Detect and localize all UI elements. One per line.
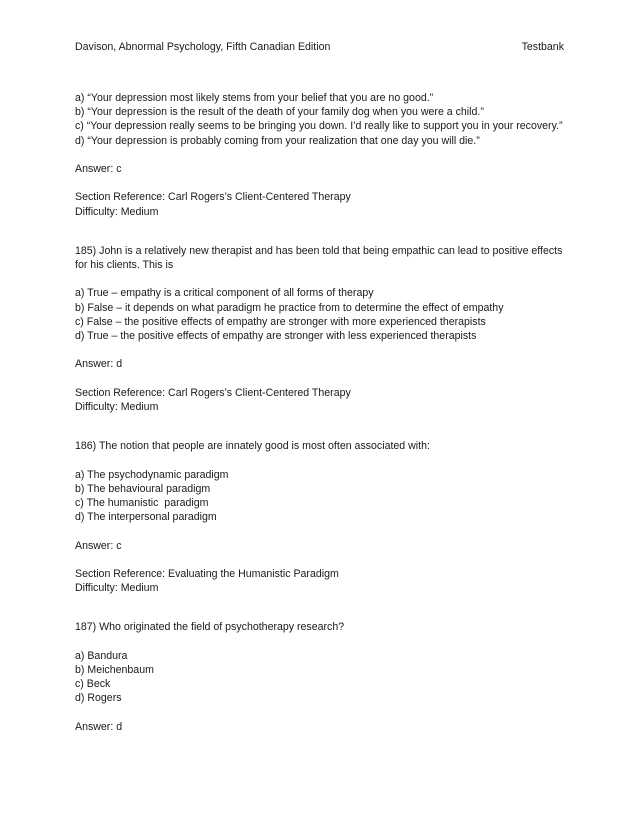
option-c: c) “Your depression really seems to be bringing you down. I’d really like to support you in your recovery.” bbox=[75, 120, 563, 133]
option-b: b) False – it depends on what paradigm he practice from to determine the effect of empathy bbox=[75, 301, 504, 314]
option-c: c) The humanistic paradigm bbox=[75, 496, 209, 509]
question-text: 185) John is a relatively new therapist and has been told that being empathic can lead to positive effects for his clients. This is bbox=[75, 244, 563, 271]
option-d: d) True – the positive effects of empathy are stronger with less experienced therapists bbox=[75, 330, 477, 342]
option-d: d) Rogers bbox=[75, 692, 122, 705]
difficulty: Difficulty: Medium bbox=[75, 582, 159, 595]
header-label: Testbank bbox=[521, 41, 564, 53]
option-c: c) Beck bbox=[75, 678, 111, 691]
question-187 bbox=[75, 620, 568, 734]
question-184 bbox=[75, 91, 568, 219]
question-text: 186) The notion that people are innately good is most often associated with: bbox=[75, 440, 430, 453]
option-b: b) “Your depression is the result of the death of your family dog when you were a child.” bbox=[75, 106, 484, 119]
option-b: b) The behavioural paradigm bbox=[75, 482, 211, 495]
answer: Answer: d bbox=[75, 720, 123, 733]
option-d: d) “Your depression is probably coming from your realization that one day you will die.” bbox=[75, 134, 480, 147]
option-c: c) False – the positive effects of empathy are stronger with more experienced therapists bbox=[75, 315, 486, 328]
option-b: b) Meichenbaum bbox=[75, 663, 154, 676]
option-a: a) The psychodynamic paradigm bbox=[75, 468, 229, 481]
answer: Answer: d bbox=[75, 358, 123, 371]
option-d: d) The interpersonal paradigm bbox=[75, 511, 217, 524]
answer: Answer: c bbox=[75, 539, 122, 552]
difficulty: Difficulty: Medium bbox=[75, 205, 159, 218]
section-reference: Section Reference: Evaluating the Humanistic Paradigm bbox=[75, 567, 339, 580]
answer: Answer: c bbox=[75, 163, 122, 175]
question-186 bbox=[75, 439, 568, 595]
question-185 bbox=[75, 244, 568, 414]
page-header bbox=[75, 40, 564, 54]
option-a: a) True – empathy is a critical component of all forms of therapy bbox=[75, 287, 374, 300]
header-book-title: Davison, Abnormal Psychology, Fifth Canadian Edition bbox=[75, 41, 331, 53]
option-a: a) “Your depression most likely stems from your belief that you are no good.” bbox=[75, 92, 434, 104]
difficulty: Difficulty: Medium bbox=[75, 400, 159, 413]
question-text: 187) Who originated the field of psychotherapy research? bbox=[75, 621, 345, 634]
page-content bbox=[75, 91, 568, 734]
section-reference: Section Reference: Carl Rogers’s Client-Centered Therapy bbox=[75, 191, 351, 204]
option-a: a) Bandura bbox=[75, 649, 128, 662]
section-reference: Section Reference: Carl Rogers’s Client-Centered Therapy bbox=[75, 386, 351, 399]
